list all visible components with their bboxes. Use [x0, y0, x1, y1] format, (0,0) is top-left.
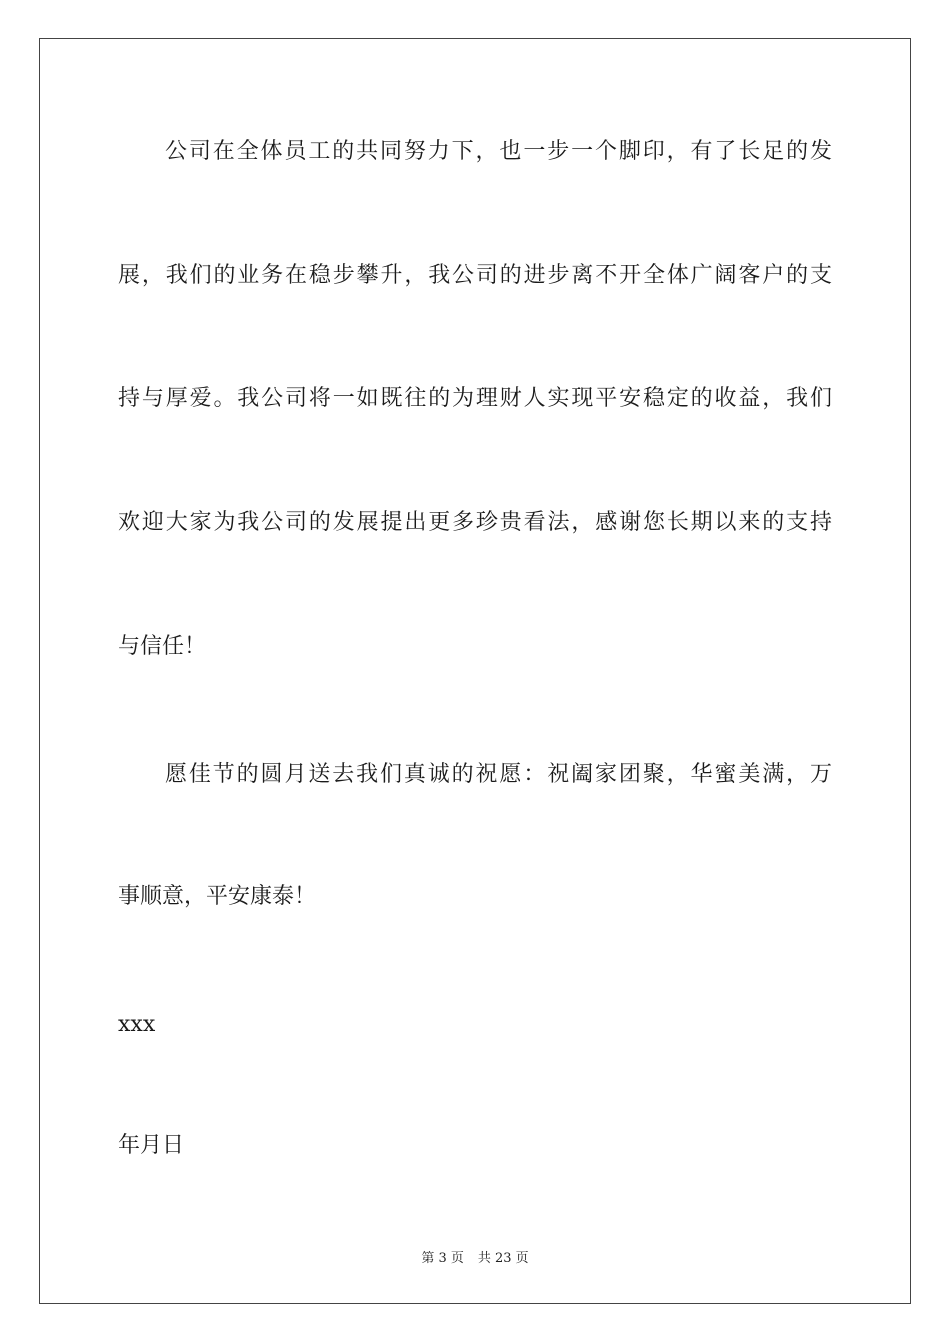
paragraph-1-line-5: 与信任！ — [118, 634, 207, 659]
page-border — [39, 38, 911, 1304]
paragraph-1-line-3: 持与厚爱。我公司将一如既往的为理财人实现平安稳定的收益，我们 — [118, 386, 832, 411]
paragraph-2-line-2: 事顺意，平安康泰！ — [118, 884, 317, 909]
paragraph-2-line-1: 愿佳节的圆月送去我们真诚的祝愿：祝阖家团聚，华蜜美满，万 — [165, 762, 832, 787]
page-total: 共 23 页 — [477, 1251, 529, 1266]
paragraph-1-line-1: 公司在全体员工的共同努力下，也一步一个脚印，有了长足的发 — [165, 139, 832, 164]
paragraph-1-line-2: 展，我们的业务在稳步攀升，我公司的进步离不开全体广阔客户的支 — [118, 263, 832, 288]
date-line: 年月日 — [118, 1133, 185, 1158]
paragraph-1-line-4: 欢迎大家为我公司的发展提出更多珍贵看法，感谢您长期以来的支持 — [118, 510, 832, 535]
page-number: 第 3 页 — [421, 1251, 464, 1266]
signature: xxx — [118, 1012, 156, 1037]
page-footer — [0, 1247, 950, 1266]
